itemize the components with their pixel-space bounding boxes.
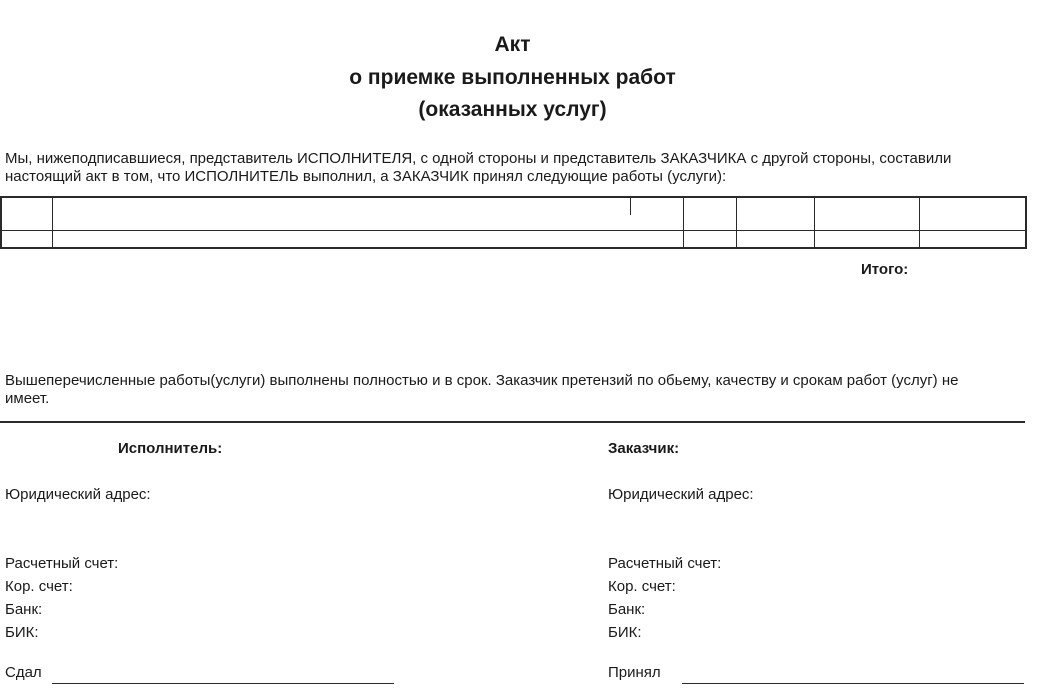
table-cell[interactable] (52, 197, 683, 231)
table-cell[interactable] (814, 197, 919, 231)
customer-sign-label: Принял (608, 664, 661, 681)
table-cell[interactable] (919, 197, 1026, 231)
executor-legal-address: Юридический адрес: (5, 486, 151, 503)
customer-signature-line[interactable] (682, 683, 1024, 684)
table-cell[interactable] (736, 231, 814, 249)
executor-account: Расчетный счет: (5, 555, 119, 572)
table-cell[interactable] (919, 231, 1026, 249)
executor-corr-account: Кор. счет: (5, 578, 73, 595)
works-table (0, 196, 1027, 249)
executor-bank: Банк: (5, 601, 43, 618)
table-cell[interactable] (1, 231, 52, 249)
document-subtitle-services: (оказанных услуг) (418, 98, 607, 121)
customer-corr-account: Кор. счет: (608, 578, 676, 595)
document-subtitle: о приемке выполненных работ (349, 66, 676, 89)
customer-bank: Банк: (608, 601, 646, 618)
executor-bik: БИК: (5, 624, 39, 641)
table-cell[interactable] (814, 231, 919, 249)
table-cell[interactable] (52, 231, 683, 249)
executor-sign-label: Сдал (5, 664, 42, 681)
table-cell[interactable] (683, 197, 736, 231)
executor-signature-line[interactable] (52, 683, 394, 684)
table-cell[interactable] (1, 197, 52, 231)
customer-account: Расчетный счет: (608, 555, 722, 572)
document-title: Акт (494, 33, 531, 56)
table-row (1, 197, 1026, 231)
customer-legal-address: Юридический адрес: (608, 486, 754, 503)
customer-heading: Заказчик: (608, 440, 680, 457)
executor-heading: Исполнитель: (118, 440, 223, 457)
completion-statement: Вышеперечисленные работы(услуги) выполнены полностью и в срок. Заказчик претензий по обьему, качеству и срокам работ (услуг) не имеет. (5, 372, 959, 407)
customer-bik: БИК: (608, 624, 642, 641)
table-cell[interactable] (683, 231, 736, 249)
table-cell[interactable] (736, 197, 814, 231)
intro-paragraph: Мы, нижеподписавшиеся, представитель ИСПОЛНИТЕЛЯ, с одной стороны и представитель ЗАКАЗЧИКА с другой стороны, составили настоящий акт в том, что ИСПОЛНИТЕЛЬ выполнил, а ЗАКАЗЧИК принял следующие работы (услуги): (5, 150, 952, 185)
total-label: Итого: (861, 261, 909, 278)
table-row (1, 231, 1026, 249)
section-divider (0, 421, 1025, 423)
